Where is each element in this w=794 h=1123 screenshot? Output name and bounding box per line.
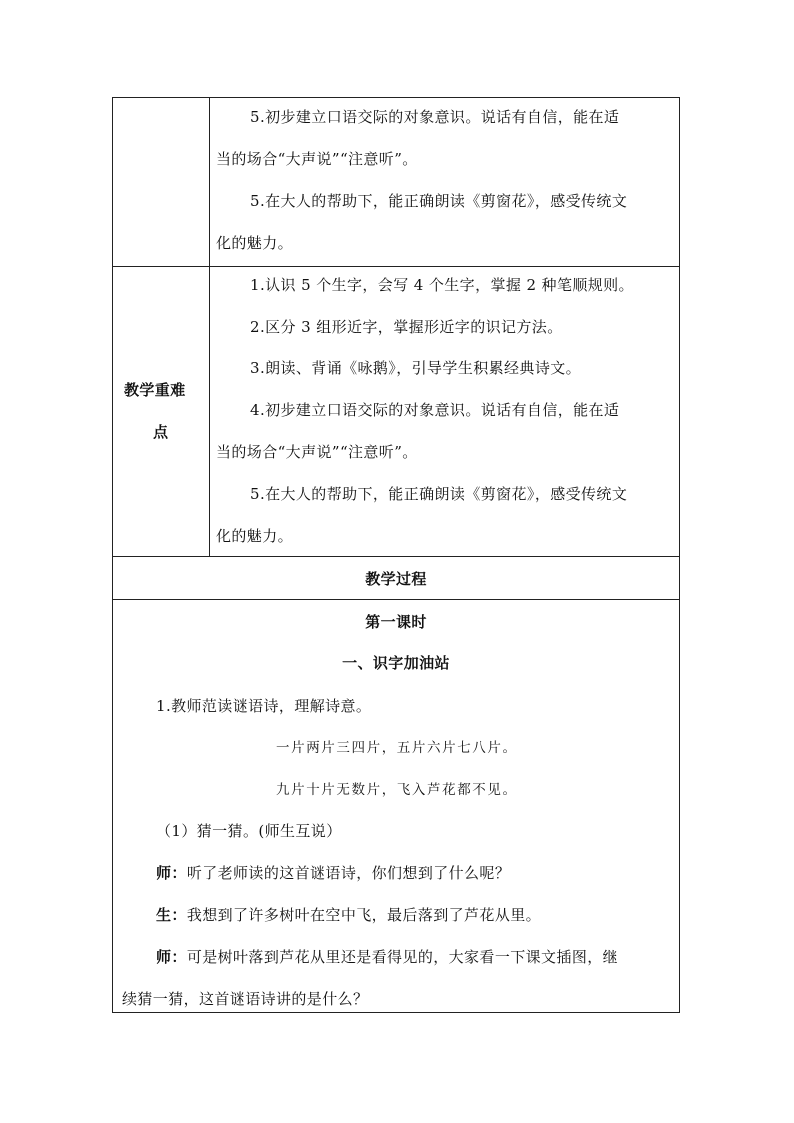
- dialogue-text: 我想到了许多树叶在空中飞，最后落到了芦花从里。: [186, 906, 542, 924]
- process-title: 教学过程: [365, 570, 427, 588]
- objective-line: 5.在大人的帮助下，能正确朗读《剪窗花》，感受传统文: [250, 192, 628, 210]
- row-divider-2: [113, 556, 679, 557]
- part-title: 一、识字加油站: [342, 654, 450, 672]
- poem-line: 九片十片无数片，飞入芦花都不见。: [276, 782, 518, 798]
- sub-step-line: （1）猜一猜。(师生互说）: [156, 822, 342, 840]
- key-point-line: 4.初步建立口语交际的对象意识。说话有自信，能在适: [250, 401, 620, 419]
- objective-line: 5.初步建立口语交际的对象意识。说话有自信，能在适: [250, 108, 620, 126]
- row-divider-1: [113, 266, 679, 267]
- row-divider-3: [113, 599, 679, 600]
- key-point-line: 1.认识 5 个生字，会写 4 个生字，掌握 2 种笔顺规则。: [250, 276, 634, 294]
- poem-line: 一片两片三四片，五片六片七八片。: [276, 740, 518, 756]
- dialogue-text: 可是树叶落到芦花从里还是看得见的，大家看一下课文插图，继: [186, 948, 619, 966]
- key-point-line: 当的场合“大声说”“注意听”。: [216, 443, 418, 461]
- row-label-key-points: 教学重难: [124, 381, 186, 399]
- step-line: 1.教师范读谜语诗，理解诗意。: [156, 697, 372, 715]
- dialogue-line: [156, 906, 541, 924]
- speaker-teacher: 师：: [156, 948, 187, 966]
- row-label-key-points-cont: 点: [153, 423, 169, 441]
- key-point-line: 3.朗读、背诵《咏鹅》，引导学生积累经典诗文。: [250, 359, 582, 377]
- key-point-line: 2.区分 3 组形近字，掌握形近字的识记方法。: [250, 318, 563, 336]
- objective-line: 当的场合“大声说”“注意听”。: [216, 150, 418, 168]
- dialogue-text: 听了老师读的这首谜语诗，你们想到了什么呢？: [186, 864, 511, 882]
- dialogue-line: [156, 864, 510, 882]
- dialogue-continuation: 续猜一猜，这首谜语诗讲的是什么？: [122, 990, 369, 1008]
- key-point-line: 5.在大人的帮助下，能正确朗读《剪窗花》，感受传统文: [250, 485, 628, 503]
- column-divider: [209, 98, 210, 556]
- lesson-title: 第一课时: [365, 613, 427, 631]
- speaker-teacher: 师：: [156, 864, 187, 882]
- key-point-line: 化的魅力。: [216, 527, 294, 545]
- dialogue-line: [156, 948, 618, 966]
- speaker-student: 生：: [156, 906, 187, 924]
- objective-line: 化的魅力。: [216, 234, 294, 252]
